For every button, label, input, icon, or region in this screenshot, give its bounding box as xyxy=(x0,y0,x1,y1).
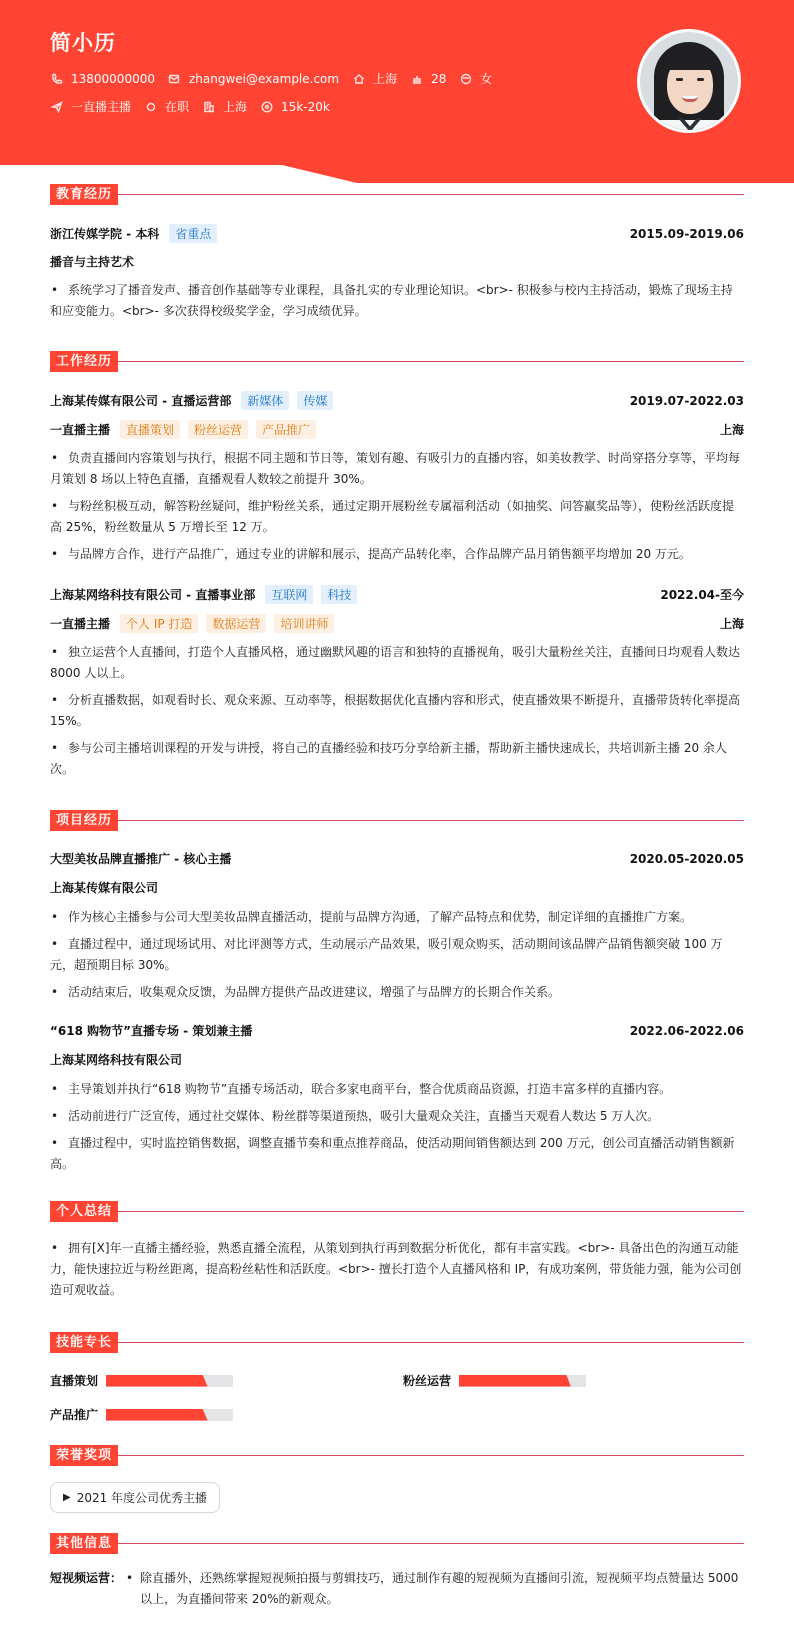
section-work-title xyxy=(50,351,744,372)
skill-item xyxy=(50,1372,233,1389)
tag: 个人 IP 打造 xyxy=(120,614,198,633)
tag: 科技 xyxy=(321,585,357,604)
info-city xyxy=(352,70,397,87)
other-info-label: 短视频运营： xyxy=(50,1571,123,1585)
divider xyxy=(118,1211,744,1212)
salary-icon xyxy=(260,100,273,113)
tag: 互联网 xyxy=(265,585,313,604)
list-item: • 独立运营个人直播间，打造个人直播风格，通过幽默风趣的语言和独特的直播视角，吸引大量粉丝关注，直播间日均观看人数达 8000 人以上。 xyxy=(50,645,741,680)
work-date: 2019.07-2022.03 xyxy=(629,393,744,408)
avatar xyxy=(637,29,741,133)
company-name: 上海某网络科技有限公司 - 直播事业部 xyxy=(50,588,256,602)
skill-bar-fill xyxy=(106,1409,208,1421)
summary-bullets xyxy=(50,1238,744,1307)
work-role-row xyxy=(50,614,744,633)
work-date: 2022.04-至今 xyxy=(660,588,744,602)
tag: 直播策划 xyxy=(120,420,180,439)
award-item[interactable] xyxy=(50,1482,220,1513)
info-work-city xyxy=(202,98,247,115)
list-item: • 直播过程中，通过现场试用、对比评测等方式，生动展示产品效果，吸引观众购买，活动期间该品牌产品销售额突破 100 万元，超预期目标 30%。 xyxy=(50,937,723,972)
building-icon xyxy=(202,100,215,113)
work-location: 上海 xyxy=(719,423,744,437)
info-phone xyxy=(50,72,155,86)
role: 一直播主播 xyxy=(50,423,111,437)
send-icon xyxy=(50,100,63,113)
other-info-item xyxy=(50,1568,744,1610)
skill-bar xyxy=(459,1375,586,1387)
cake-icon xyxy=(410,72,423,85)
gender-icon xyxy=(459,72,472,85)
contact-info-row xyxy=(50,70,505,87)
project-date: 2020.05-2020.05 xyxy=(629,851,744,866)
skill-name: 粉丝运营 xyxy=(403,1374,452,1388)
list-item: • 作为核心主播参与公司大型美妆品牌直播活动，提前与品牌方沟通，了解产品特点和优势，制定详细的直播推广方案。 xyxy=(51,910,693,924)
list-item: • 参与公司主播培训课程的开发与讲授，将自己的直播经验和技巧分享给新主播，帮助新主播快速成长，共培训新主播 20 余人次。 xyxy=(50,741,727,776)
education-major-row xyxy=(50,253,744,270)
list-item: • 负责直播间内容策划与执行，根据不同主题和节日等，策划有趣、有吸引力的直播内容，如美妆教学、时尚穿搭分享等，平均每月策划 8 场以上特色直播，直播观看人数较之前提升 30%。 xyxy=(50,451,741,486)
tag: 培训讲师 xyxy=(274,614,334,633)
section-skills-title xyxy=(50,1332,744,1353)
list-item: • 直播过程中，实时监控销售数据，调整直播节奏和重点推荐商品，使活动期间销售额达到 200 万元，创公司直播活动销售额新高。 xyxy=(50,1136,735,1171)
section-projects-title xyxy=(50,810,744,831)
section-summary-title xyxy=(50,1201,744,1222)
tag: 新媒体 xyxy=(241,391,289,410)
info-email xyxy=(168,72,339,86)
skill-item xyxy=(50,1406,233,1423)
section-label: 技能专长 xyxy=(50,1332,118,1353)
list-item: • 活动结束后，收集观众反馈，为品牌方提供产品改进建议，增强了与品牌方的长期合作关系。 xyxy=(51,985,561,999)
project-company-row xyxy=(50,879,744,896)
list-item: • 系统学习了播音发声、播音创作基础等专业课程，具备扎实的专业理论知识。<br>- 积极参与校内主持活动，锻炼了现场主持和应变能力。<br>- 多次获得校级奖学金，学习成绩优异。 xyxy=(50,283,733,318)
list-item: • 拥有[X]年一直播主播经验，熟悉直播全流程，从策划到执行再到数据分析优化，都有丰富实践。<br>- 具备出色的沟通互动能力，能快速拉近与粉丝距离，提高粉丝粘性和活跃度。<br>- 擅长打造个人直播风格和 IP，有成功案例，带货能力强，能为公司创造可观收益。 xyxy=(50,1241,742,1297)
email-text: zhangwei@example.com xyxy=(188,71,340,86)
work-role-row xyxy=(50,420,744,439)
project-header xyxy=(50,1022,744,1039)
school-name: 浙江传媒学院 - 本科 xyxy=(50,227,160,241)
tag: 省重点 xyxy=(169,224,217,243)
divider xyxy=(118,194,744,195)
divider xyxy=(118,1543,744,1544)
list-item: • 与品牌方合作，进行产品推广，通过专业的讲解和展示，提高产品转化率，合作品牌产品月销售额平均增加 20 万元。 xyxy=(51,547,691,561)
skill-bar xyxy=(106,1409,233,1421)
expand-triangle-icon: ▶ xyxy=(63,1492,71,1503)
major: 播音与主持艺术 xyxy=(50,255,135,269)
skill-bar-fill xyxy=(459,1375,571,1387)
section-label: 其他信息 xyxy=(50,1533,118,1554)
age-text: 28 xyxy=(431,71,447,86)
project-company: 上海某传媒有限公司 xyxy=(50,881,159,895)
work-bullets xyxy=(50,642,744,786)
phone-text: 13800000000 xyxy=(71,71,155,86)
tag: 粉丝运营 xyxy=(188,420,248,439)
info-gender xyxy=(459,70,492,87)
phone-icon xyxy=(50,72,63,85)
work-location: 上海 xyxy=(719,617,744,631)
work-header xyxy=(50,391,744,410)
list-item: • 分析直播数据，如观看时长、观众来源、互动率等，根据数据优化直播内容和形式，使直播效果不断提升，直播带货转化率提高 15%。 xyxy=(50,693,741,728)
info-target-role xyxy=(50,98,131,115)
other-info-text: 除直播外，还熟练掌握短视频拍摄与剪辑技巧，通过制作有趣的短视频为直播间引流，短视频平均点赞量达 5000 以上，为直播间带来 20%的新观众。 xyxy=(140,1571,739,1606)
role: 一直播主播 xyxy=(50,617,111,631)
section-label: 工作经历 xyxy=(50,351,118,372)
target-role-text: 一直播主播 xyxy=(71,100,132,114)
project-bullets xyxy=(50,1079,744,1181)
education-bullets xyxy=(50,280,744,328)
list-item: • 活动前进行广泛宣传，通过社交媒体、粉丝群等渠道预热，吸引大量观众关注，直播当天观看人数达 5 万人次。 xyxy=(51,1109,660,1123)
section-other-title xyxy=(50,1533,744,1554)
tag: 产品推广 xyxy=(256,420,316,439)
project-bullets xyxy=(50,907,744,1009)
list-item: • 与粉丝积极互动，解答粉丝疑问，维护粉丝关系，通过定期开展粉丝专属福利活动（如抽奖、问答赢奖品等），使粉丝活跃度提高 25%，粉丝数量从 5 万增长至 12 万。 xyxy=(50,499,735,534)
work-bullets xyxy=(50,448,744,571)
info-age xyxy=(410,72,446,86)
project-name: “618 购物节”直播专场 - 策划兼主播 xyxy=(50,1024,253,1038)
project-company-row xyxy=(50,1051,744,1068)
list-item: • 主导策划并执行“618 购物节”直播专场活动，联合多家电商平台，整合优质商品资源，打造丰富多样的直播内容。 xyxy=(51,1082,672,1096)
salary-text: 15k-20k xyxy=(281,99,330,114)
project-date: 2022.06-2022.06 xyxy=(629,1023,744,1038)
tag: 数据运营 xyxy=(206,614,266,633)
info-status xyxy=(144,98,189,115)
section-label: 个人总结 xyxy=(50,1201,118,1222)
section-awards-title xyxy=(50,1445,744,1466)
education-date: 2015.09-2019.06 xyxy=(629,226,744,241)
project-company: 上海某网络科技有限公司 xyxy=(50,1053,183,1067)
skill-bar-fill xyxy=(106,1375,208,1387)
company-name: 上海某传媒有限公司 - 直播运营部 xyxy=(50,394,232,408)
section-label: 教育经历 xyxy=(50,184,118,205)
candidate-name: 简小历 xyxy=(50,31,116,55)
work-header xyxy=(50,585,744,604)
skill-bar xyxy=(106,1375,233,1387)
status-text: 在职 xyxy=(165,100,190,114)
section-education-title xyxy=(50,184,744,205)
section-label: 荣誉奖项 xyxy=(50,1445,118,1466)
info-salary xyxy=(260,100,330,114)
project-name: 大型美妆品牌直播推广 - 核心主播 xyxy=(50,852,232,866)
skill-name: 直播策划 xyxy=(50,1374,99,1388)
award-text: 2021 年度公司优秀主播 xyxy=(76,1491,208,1505)
home-icon xyxy=(352,72,365,85)
project-header xyxy=(50,850,744,867)
divider xyxy=(118,361,744,362)
section-label: 项目经历 xyxy=(50,810,118,831)
divider xyxy=(118,820,744,821)
bullet: • xyxy=(126,1571,134,1585)
education-header xyxy=(50,224,744,243)
work-city-text: 上海 xyxy=(223,100,248,114)
city-text: 上海 xyxy=(373,72,398,86)
job-info-row xyxy=(50,98,343,115)
status-icon xyxy=(144,100,157,113)
skill-item xyxy=(403,1372,586,1389)
divider xyxy=(118,1455,744,1456)
gender-text: 女 xyxy=(480,72,493,86)
divider xyxy=(118,1342,744,1343)
skill-name: 产品推广 xyxy=(50,1408,99,1422)
mail-icon xyxy=(168,72,181,85)
tag: 传媒 xyxy=(297,391,333,410)
